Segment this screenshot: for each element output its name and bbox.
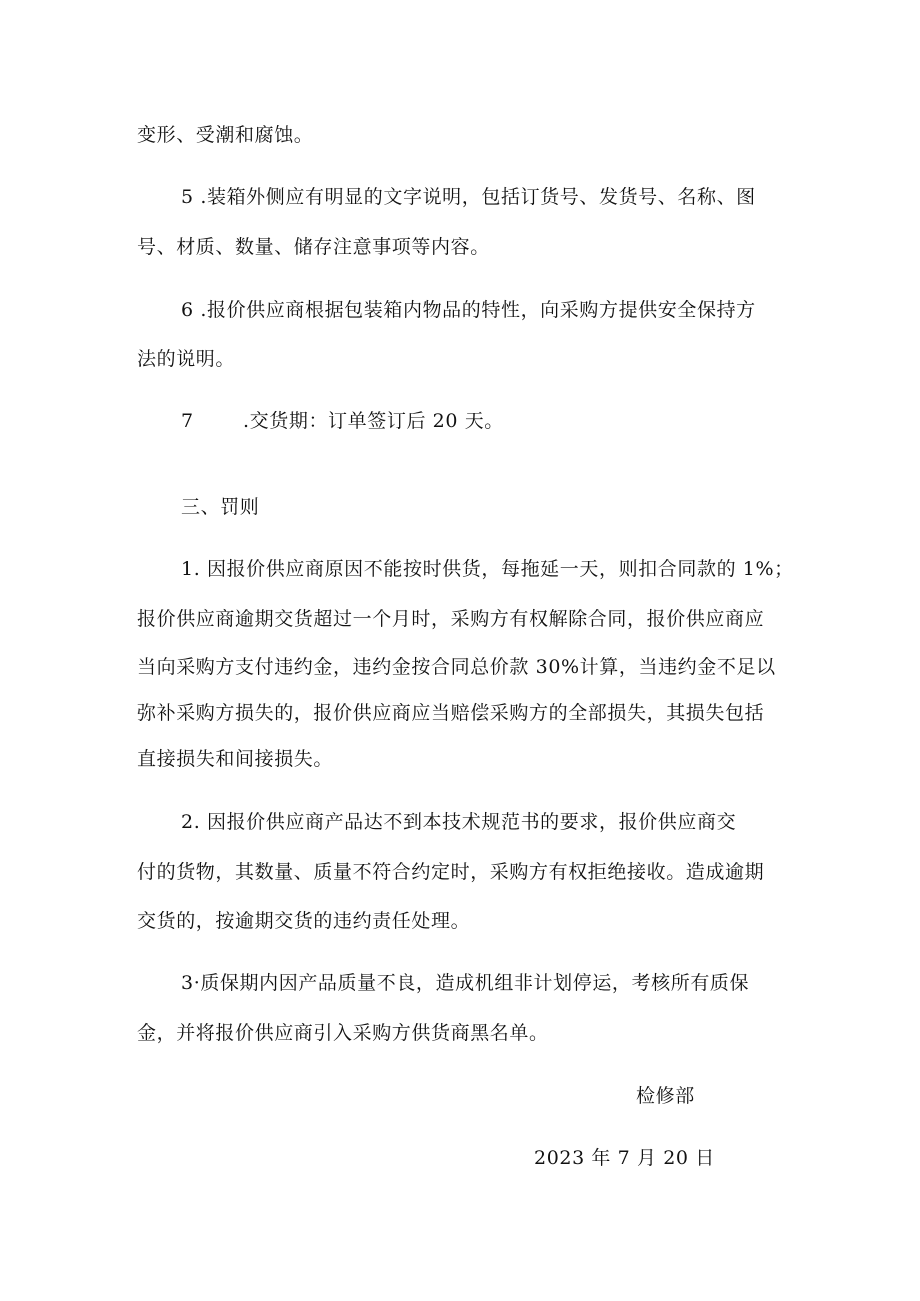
signature-department: 检修部	[636, 1085, 695, 1107]
penalty-2-line-2: 付的货物，其数量、质量不符合约定时，采购方有权拒绝接收。造成逾期	[137, 861, 765, 883]
penalty-1-line-1: 1. 因报价供应商原因不能按时供货，每拖延一天，则扣合同款的 1%；	[181, 558, 794, 580]
penalty-1-line-5: 直接损失和间接损失。	[137, 748, 334, 770]
item-5-line-1: 5 .装箱外侧应有明显的文字说明，包括订货号、发货号、名称、图	[181, 186, 756, 208]
penalty-2-line-1: 2. 因报价供应商产品达不到本技术规范书的要求，报价供应商交	[181, 811, 737, 833]
item-6-line-2: 法的说明。	[137, 348, 236, 370]
item-7-delivery-period	[181, 408, 504, 434]
penalty-1-line-3: 当向采购方支付违约金，违约金按合同总价款 30%计算，当违约金不足以	[137, 656, 776, 678]
signature-date: 2023 年 7 月 20 日	[534, 1147, 715, 1169]
penalty-1-line-2: 报价供应商逾期交货超过一个月时，采购方有权解除合同，报价供应商应	[137, 608, 765, 630]
item-7-text: .交货期：订单签订后 20 天。	[243, 410, 504, 432]
penalty-1-line-4: 弥补采购方损失的，报价供应商应当赔偿采购方的全部损失，其损失包括	[137, 702, 765, 724]
item-5-line-2: 号、材质、数量、储存注意事项等内容。	[137, 236, 490, 258]
section-heading-penalties: 三、罚则	[181, 496, 260, 518]
item-7-number: 7	[181, 410, 194, 432]
penalty-3-line-2: 金，并将报价供应商引入采购方供货商黑名单。	[137, 1022, 549, 1044]
penalty-2-line-3: 交货的，按逾期交货的违约责任处理。	[137, 910, 471, 932]
text-line-deformation: 变形、受潮和腐蚀。	[137, 124, 314, 146]
item-6-line-1: 6 .报价供应商根据包装箱内物品的特性，向采购方提供安全保持方	[181, 299, 756, 321]
penalty-3-line-1: 3·质保期内因产品质量不良，造成机组非计划停运，考核所有质保	[181, 972, 750, 994]
